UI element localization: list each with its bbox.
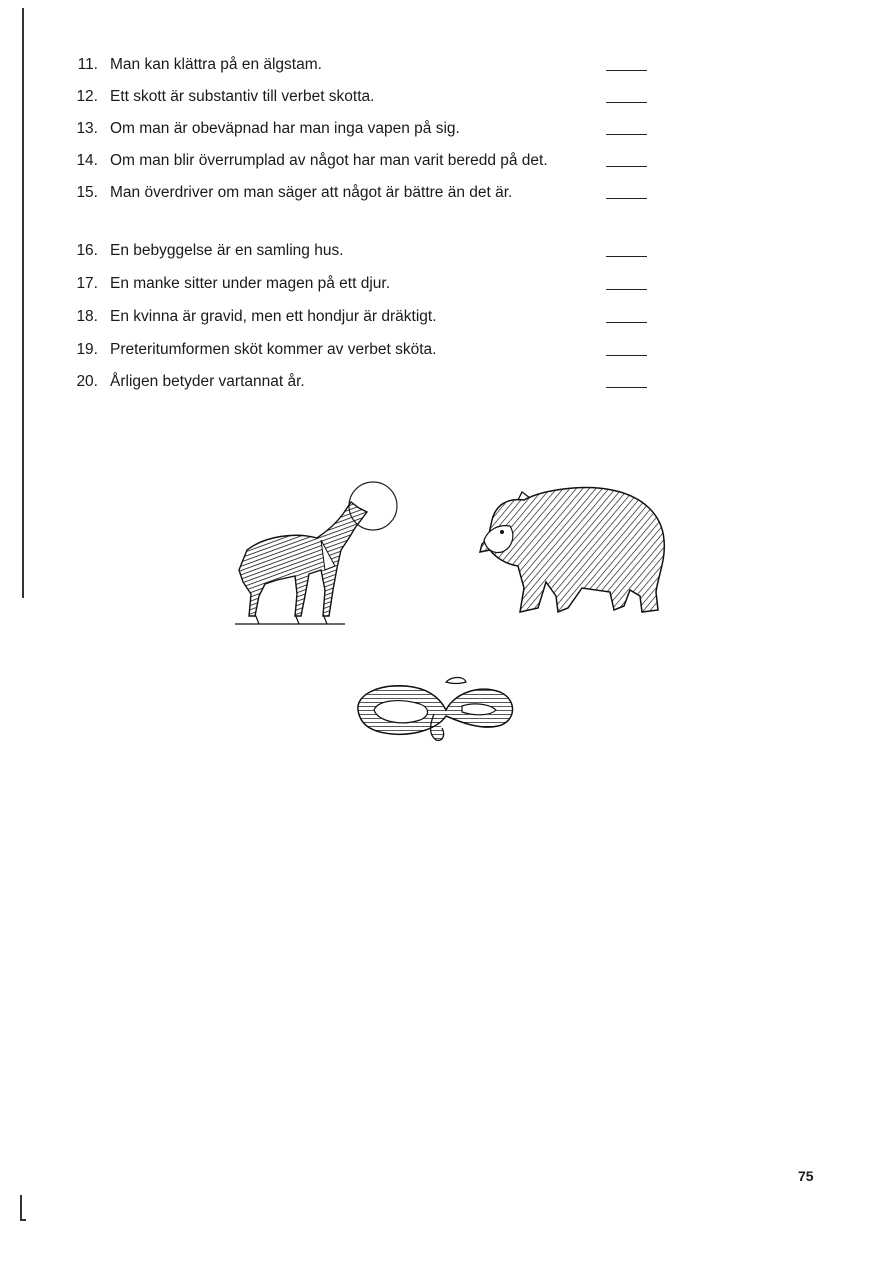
margin-line-bottom [20,1195,22,1220]
bear-icon [472,480,672,620]
list-item [0,272,893,296]
item-statement: En bebyggelse är en samling hus. [110,242,344,259]
answer-blank[interactable] [606,289,647,290]
item-statement: En kvinna är gravid, men ett hondjur är dräktigt. [110,308,437,325]
item-number: 12. [76,88,98,105]
item-number: 18. [76,308,98,325]
answer-blank[interactable] [606,102,647,103]
list-item [0,53,893,77]
item-number: 14. [76,152,98,169]
list-item [0,239,893,263]
item-number: 13. [76,120,98,137]
item-statement: En manke sitter under magen på ett djur. [110,275,391,292]
list-item [0,181,893,205]
answer-blank[interactable] [606,322,647,323]
item-statement: Man överdriver om man säger att något är bättre än det är. [110,184,513,201]
wolf-icon [225,478,395,630]
list-item [0,338,893,362]
item-number: 20. [76,373,98,390]
answer-blank[interactable] [606,198,647,199]
item-statement: Om man är obeväpnad har man inga vapen på sig. [110,120,460,137]
answer-blank[interactable] [606,355,647,356]
answer-blank[interactable] [606,134,647,135]
answer-blank[interactable] [606,256,647,257]
list-item [0,370,893,394]
item-statement: Om man blir överrumplad av något har man varit beredd på det. [110,152,548,169]
answer-blank[interactable] [606,387,647,388]
item-number: 19. [76,341,98,358]
item-number: 11. [77,56,98,73]
margin-line-bottom-foot [20,1219,26,1221]
item-number: 15. [76,184,98,201]
answer-blank[interactable] [606,70,647,71]
list-item [0,117,893,141]
item-statement: Årligen betyder vartannat år. [110,373,305,390]
page-number: 75 [798,1168,814,1184]
list-item [0,149,893,173]
item-statement: Man kan klättra på en älgstam. [110,56,322,73]
answer-blank[interactable] [606,166,647,167]
item-statement: Ett skott är substantiv till verbet skotta. [110,88,375,105]
list-item [0,305,893,329]
list-item [0,85,893,109]
item-number: 16. [76,242,98,259]
item-statement: Preteritumformen sköt kommer av verbet sköta. [110,341,437,358]
snake-icon [350,670,520,746]
item-number: 17. [76,275,98,292]
